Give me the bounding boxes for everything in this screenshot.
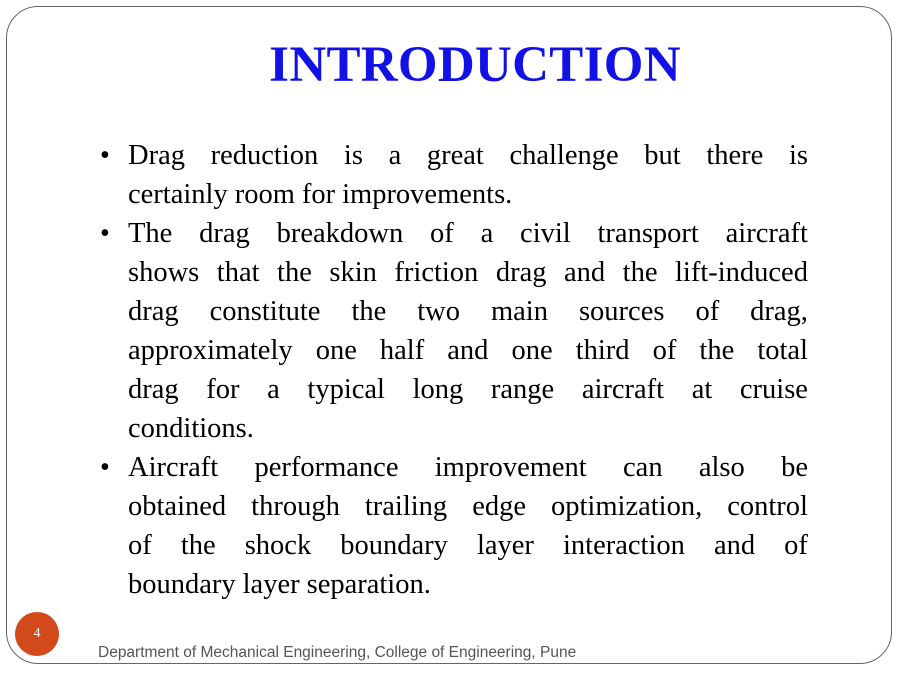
slide-title: INTRODUCTION — [269, 37, 681, 93]
bullet-line: boundary layer separation. — [128, 569, 431, 600]
bullet-line: drag for a typical long range aircraft at cruise — [128, 374, 808, 405]
bullet-line: The drag breakdown of a civil transport aircraft — [128, 218, 808, 249]
footer-text: Department of Mechanical Engineering, College of Engineering, Pune — [98, 644, 577, 661]
bullet-icon: • — [100, 140, 110, 171]
bullet-item — [100, 448, 808, 604]
bullet-item — [100, 136, 808, 214]
bullet-list — [100, 136, 808, 604]
bullet-line: certainly room for improvements. — [128, 179, 513, 210]
bullet-line: Aircraft performance improvement can also be — [128, 452, 808, 483]
bullet-line: conditions. — [128, 413, 254, 444]
page-number-badge: 4 — [15, 612, 59, 656]
bullet-line: shows that the skin friction drag and the lift-induced — [128, 257, 808, 288]
bullet-item — [100, 214, 808, 448]
bullet-icon: • — [100, 452, 110, 483]
bullet-line: obtained through trailing edge optimization, control — [128, 491, 808, 522]
bullet-line: Drag reduction is a great challenge but there is — [128, 140, 808, 171]
bullet-line: approximately one half and one third of the total — [128, 335, 808, 366]
bullet-line: of the shock boundary layer interaction and of — [128, 530, 808, 561]
bullet-line: drag constitute the two main sources of drag, — [128, 296, 808, 327]
bullet-icon: • — [100, 218, 110, 249]
